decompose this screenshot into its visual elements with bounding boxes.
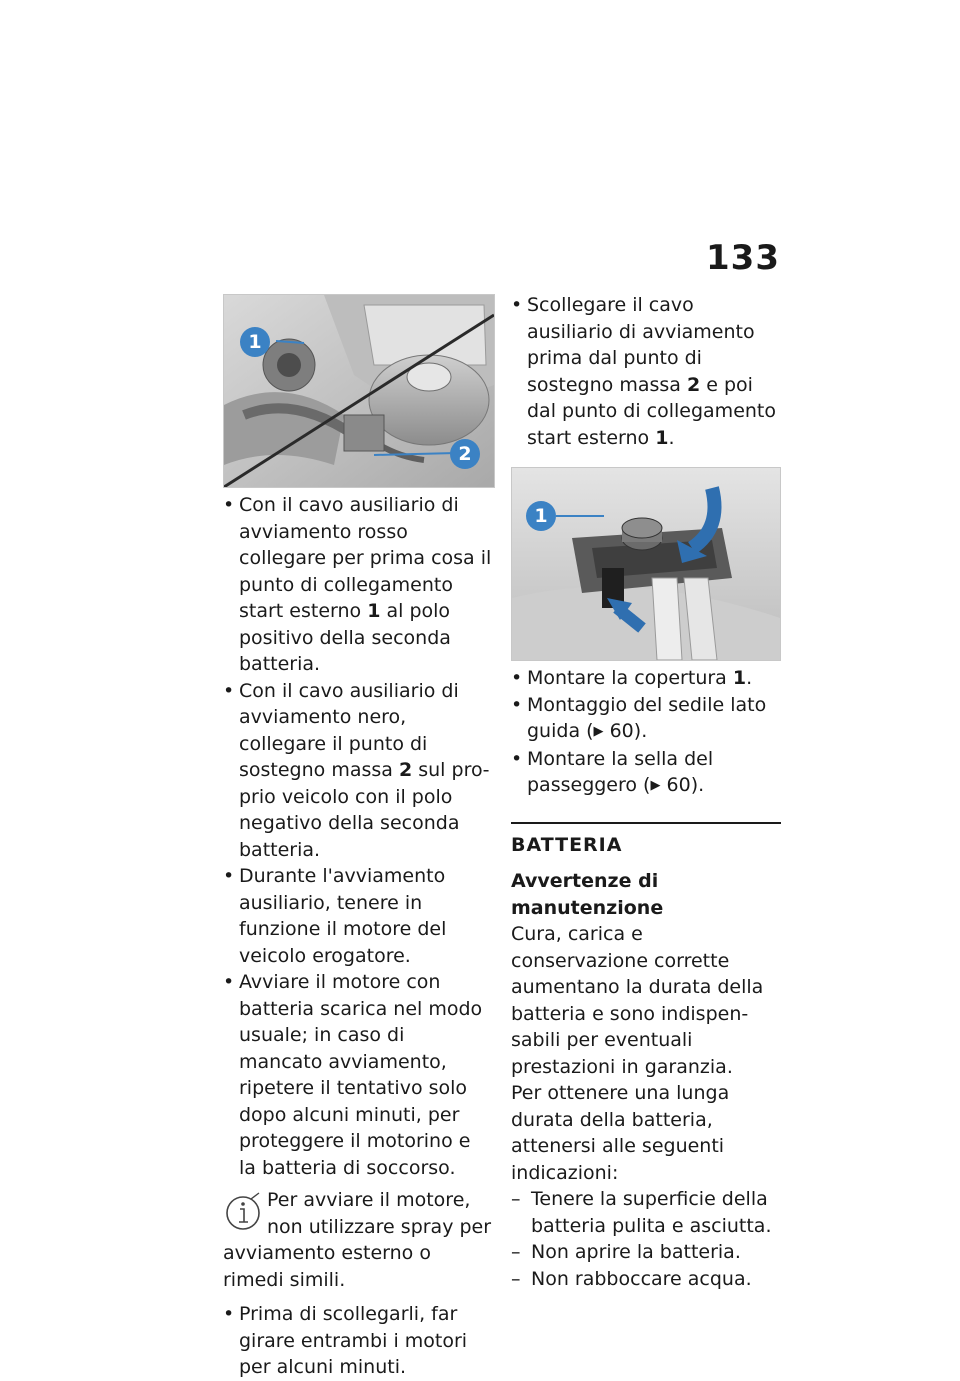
page-ref-arrow-icon: ▶ <box>593 724 604 739</box>
note-text: Per avviare il motore, non utilizzare spray per avviamento esterno o rimedi simili. <box>223 1189 492 1291</box>
list-item: • Scollegare il cavo ausiliario di avviamento prima dal punto di sostegno massa 2 e poi dal punto di collegamento start esterno 1. <box>511 292 781 451</box>
page-ref[interactable]: 60 <box>609 720 634 742</box>
list-item: • Con il cavo ausiliario di avviamento nero, collegare il punto di sostegno massa 2 sul proprio veicolo con il polo negativo della seconda batteria. <box>223 678 493 864</box>
callout-1: 1 <box>526 501 556 531</box>
list-item: • Avviare il motore con batteria scarica nel modo usuale; in caso di mancato avviamento, ripetere il tentativo solo dopo alcuni minuti, per proteggere il motorino e la batteria di soccorso. <box>223 969 493 1181</box>
list-item: • Montare la copertura 1. <box>511 665 781 692</box>
list-item: • Montaggio del sedile lato guida (▶ 60). <box>511 692 781 746</box>
list-item: • Montare la sella del passeggero (▶ 60). <box>511 746 781 800</box>
instruction-list-2 <box>223 1301 493 1381</box>
page-ref-arrow-icon: ▶ <box>650 778 661 793</box>
list-item: – Tenere la superficie della batteria pulita e asciutta. <box>511 1186 781 1239</box>
battery-cover-illustration <box>512 468 780 660</box>
list-item: – Non rabboccare acqua. <box>511 1266 781 1293</box>
section-title: BATTERIA <box>511 833 623 856</box>
info-note <box>223 1187 493 1293</box>
callout-2: 2 <box>450 439 480 469</box>
paragraph: Cura, carica e conservazione corrette aumentano la durata della batteria e sono indispensabili per eventuali prestazioni in garanzia. <box>511 923 764 1078</box>
assembly-list <box>511 665 781 800</box>
subsection-title: Avvertenze di manutenzione <box>511 870 664 919</box>
engine-jumpstart-figure <box>223 294 495 488</box>
page-number: 133 <box>706 238 780 278</box>
right-column <box>511 292 781 1292</box>
disconnect-instruction <box>511 292 781 451</box>
info-icon <box>223 1191 263 1231</box>
list-item: • Durante l'avviamento ausiliario, tenere in funzione il motore del veicolo erogatore. <box>223 863 493 969</box>
instruction-list <box>223 492 493 1181</box>
list-item: – Non aprire la batteria. <box>511 1239 781 1266</box>
maintenance-list <box>511 1186 781 1292</box>
section-divider <box>511 822 781 824</box>
left-column <box>223 294 493 1381</box>
battery-cover-figure <box>511 467 781 661</box>
paragraph: Per ottenere una lunga durata della batteria, attenersi alle seguenti indicazioni: <box>511 1082 730 1184</box>
list-item: • Con il cavo ausiliario di avviamento rosso collegare per prima cosa il punto di collegamento start esterno 1 al polo positivo della seconda batteria. <box>223 492 493 678</box>
callout-1: 1 <box>240 327 270 357</box>
list-item: • Prima di scollegarli, far girare entrambi i motori per alcuni minuti. <box>223 1301 493 1381</box>
page-ref[interactable]: 60 <box>666 774 691 796</box>
